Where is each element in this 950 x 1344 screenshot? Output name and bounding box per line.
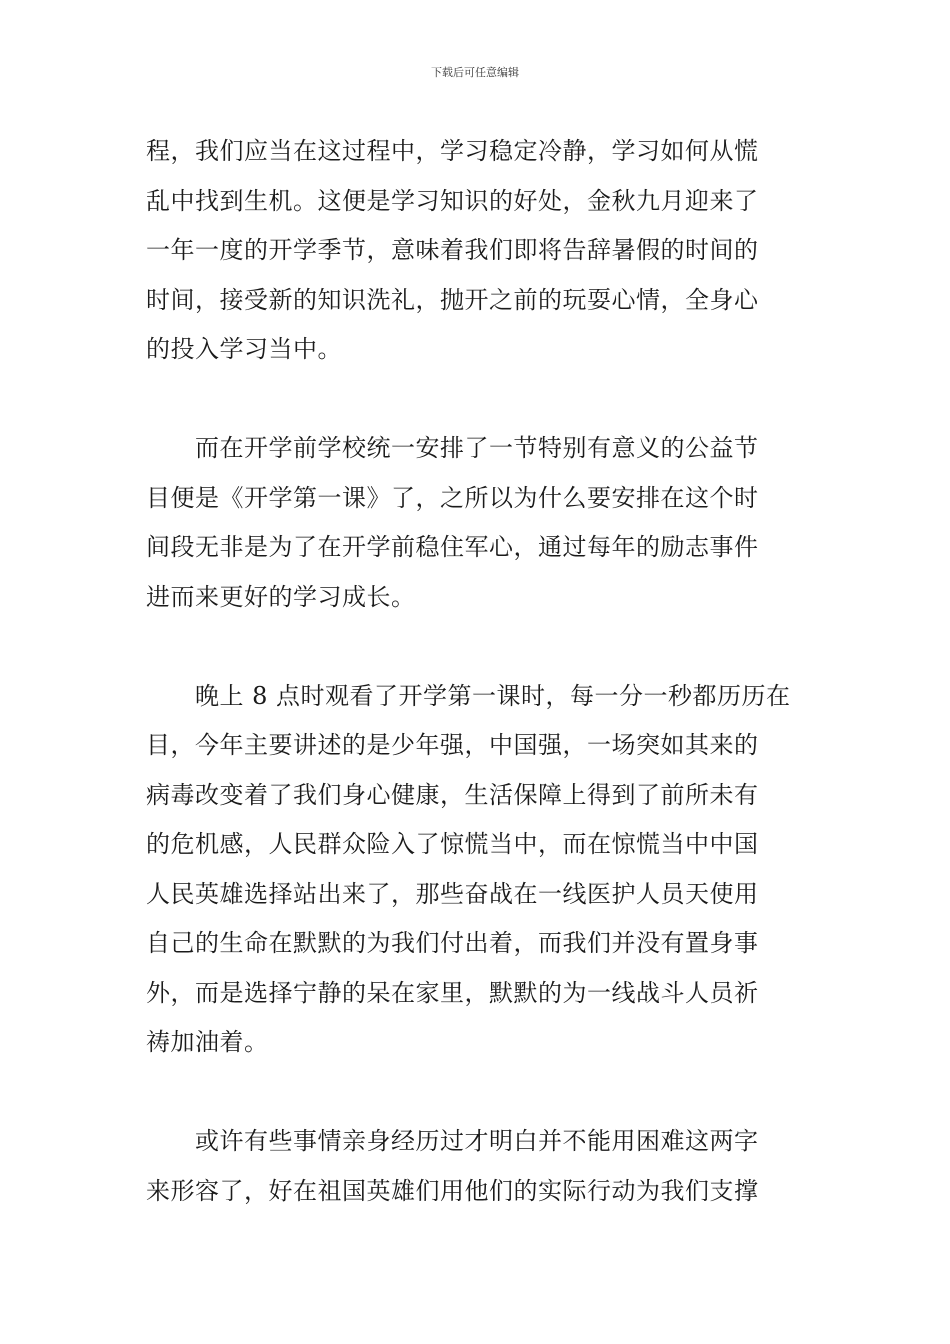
text-line: 程，我们应当在这过程中，学习稳定冷静，学习如何从慌	[146, 137, 759, 165]
text-line: 目便是《开学第一课》了，之所以为什么要安排在这个时	[146, 483, 759, 512]
text-line: 的投入学习当中。	[146, 335, 342, 363]
text-line: 晚上 8 点时观看了开学第一课时，每一分一秒都历历在	[146, 681, 791, 710]
document-body	[146, 127, 806, 1216]
text-line: 的危机感，人民群众险入了惊慌当中，而在惊慌当中中国	[146, 830, 759, 858]
text-line: 时间，接受新的知识洗礼，抛开之前的玩耍心情，全身心	[146, 285, 759, 314]
paragraph-gap	[146, 375, 806, 425]
paragraph-4	[146, 1117, 806, 1216]
text-line: 进而来更好的学习成长。	[146, 582, 416, 611]
text-line: 人民英雄选择站出来了，那些奋战在一线医护人员天使用	[146, 879, 759, 908]
text-line: 间段无非是为了在开学前稳住军心，通过每年的励志事件	[146, 533, 759, 561]
text-line: 外，而是选择宁静的呆在家里，默默的为一线战斗人员祈	[146, 978, 759, 1007]
paragraph-2	[146, 424, 806, 622]
paragraph-gap	[146, 1068, 806, 1118]
paragraph-gap	[146, 622, 806, 672]
page-header: 下载后可任意编辑	[431, 66, 519, 79]
text-line: 而在开学前学校统一安排了一节特别有意义的公益节	[146, 434, 759, 462]
paragraph-1	[146, 127, 806, 375]
text-line: 祷加油着。	[146, 1028, 269, 1056]
text-line: 目，今年主要讲述的是少年强，中国强，一场突如其来的	[146, 731, 759, 759]
text-line: 自己的生命在默默的为我们付出着，而我们并没有置身事	[146, 929, 759, 957]
text-line: 或许有些事情亲身经历过才明白并不能用困难这两字	[146, 1127, 759, 1155]
text-line: 乱中找到生机。这便是学习知识的好处，金秋九月迎来了	[146, 186, 759, 215]
text-line: 病毒改变着了我们身心健康，生活保障上得到了前所未有	[146, 780, 759, 809]
text-line: 来形容了，好在祖国英雄们用他们的实际行动为我们支撑	[146, 1176, 759, 1205]
paragraph-3	[146, 672, 806, 1068]
text-line: 一年一度的开学季节，意味着我们即将告辞暑假的时间的	[146, 236, 759, 264]
